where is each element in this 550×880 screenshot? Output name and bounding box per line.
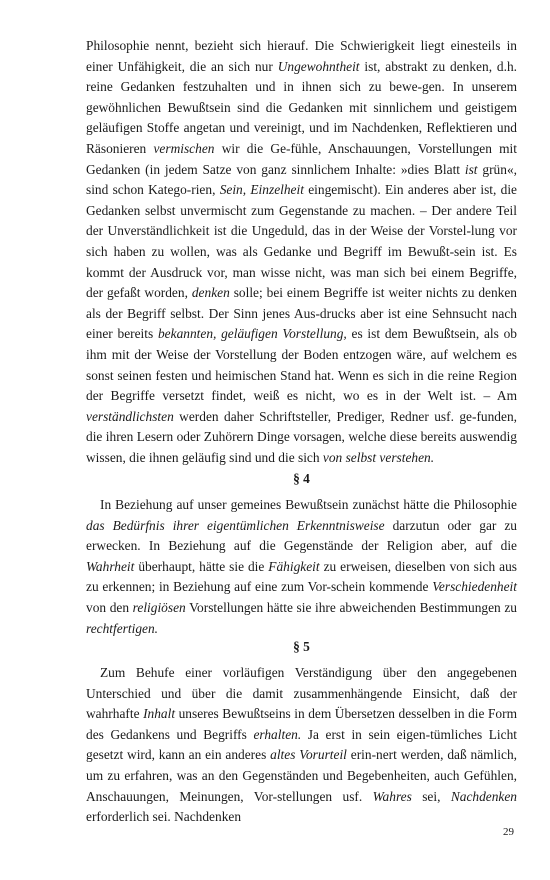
emphasized-phrase: Fähigkeit (268, 558, 320, 574)
emphasized-phrase: Sein, Einzelheit (219, 182, 304, 198)
text-run: zu erweisen, dieselben von sich aus zu erkennen; in Beziehung auf eine zum Vor-schein kommende (86, 558, 517, 595)
emphasized-phrase: ist (464, 161, 478, 177)
text-run: von den (86, 599, 133, 615)
emphasized-phrase: denken (191, 285, 230, 301)
text-run: grün«, sind schon Katego-rien, (86, 161, 517, 198)
text-run: eingemischt). Ein anderes aber ist, die Gedanken selbst unvermischt zum Gegenstande zu machen. – Der andere Teil der Unverständlichkeit ist die Ungeduld, das in der Weise der Vorstel-lung vor sich haben zu wollen, was als Gedanke und Begriff im Bewußt-sein ist. Es kommt der Ausdruck vor, man wisse nicht, was man sich bei einem Begriffe, der gefaßt worden, (86, 182, 517, 301)
section-heading-4: § 4 (293, 471, 310, 486)
emphasized-phrase: Wahres (372, 788, 412, 804)
section-5-body (86, 663, 517, 828)
text-run: sei, (411, 788, 451, 804)
body-paragraph (86, 495, 517, 639)
section-heading-5: § 5 (293, 639, 310, 654)
text-run: unseres Bewußtseins in dem Übersetzen desselben in die Form des Gedankens und Begriffs (86, 706, 517, 742)
text-run: Ja erst in sein eigen-tümliches Licht gesetzt wird, kann an ein anderes (86, 726, 518, 763)
emphasized-phrase: verständlichsten (86, 408, 174, 424)
emphasized-phrase: Inhalt (143, 706, 176, 722)
emphasized-phrase: Verschiedenheit (432, 579, 517, 595)
body-paragraph (86, 36, 517, 468)
emphasized-phrase: das Bedürfnis ihrer eigentümlichen Erkenntnisweise (86, 517, 385, 533)
paragraph-continuation (86, 36, 517, 468)
text-run: Zum Behufe einer vorläufigen Verständigung über den angegebenen Unterschied und über die damit zusammenhängende Einsicht, daß der wahrhafte (86, 665, 517, 722)
text-run: erforderlich sei. Nachdenken (86, 809, 242, 825)
text-run: ist, abstrakt zu denken, d.h. reine Gedanken festzuhalten und in ihnen sich zu bewe-gen. In unserem gewöhnlichen Bewußtsein sind die Gedanken mit sinnlichem und geistigem geläufigen Stoffe angetan und vereinigt, und im Nachdenken, Reflektieren und Räsonieren (86, 58, 517, 156)
emphasized-phrase: Nachdenken (450, 788, 517, 804)
emphasized-phrase: erhalten. (253, 726, 302, 742)
emphasized-phrase: altes Vorurteil (270, 747, 347, 763)
emphasized-phrase: bekannten, geläufigen Vorstellung, (157, 326, 347, 342)
emphasized-phrase: religiösen (132, 599, 186, 615)
text-run: Vorstellungen hätte sie ihre abweichenden Bestimmungen zu (185, 599, 517, 615)
text-run: wir die Ge-fühle, Anschauungen, Vorstellungen mit Gedanken (in jedem Satze von ganz sinnlichem Inhalte: »dies Blatt (86, 140, 517, 177)
emphasized-phrase: vermischen (153, 140, 215, 156)
emphasized-phrase: von selbst verstehen. (322, 449, 435, 465)
body-paragraph (86, 663, 517, 828)
emphasized-phrase: Ungewohntheit (277, 58, 360, 74)
text-run: es ist dem Bewußtsein, als ob ihm mit der Weise der Vorstellung der Boden entzogen wäre, auf welchem es sonst seinen festen und heimischen Stand hat. Wenn es sich in die reine Region der Begriffe versetzt findet, weiß es nicht, wo es in der Welt ist. – Am (86, 326, 517, 404)
text-run: überhaupt, hätte sie die (134, 558, 269, 574)
text-run: In Beziehung auf unser gemeines Bewußtsein zunächst hätte die Philosophie (100, 497, 517, 512)
text-run: erin-nert werden, daß nämlich, um zu erfahren, was an den Gegenständen und Begebenheiten, auch Gefühlen, Anschauungen, Meinungen, Vor-stellungen usf. (86, 747, 518, 804)
text-run: darzutun oder gar zu erwecken. In Beziehung auf die Gegenstände der Religion aber, auf die (86, 517, 517, 554)
text-run: Philosophie nennt, bezieht sich hierauf. Die Schwierigkeit liegt einesteils in einer Unfähigkeit, die an sich nur (86, 38, 517, 74)
emphasized-phrase: Wahrheit (86, 558, 135, 574)
emphasized-phrase: rechtfertigen. (86, 620, 159, 636)
page-number: 29 (503, 826, 514, 838)
text-run: solle; bei einem Begriffe ist weiter nichts zu denken als der Begriff selbst. Der Sinn jenes Aus-drucks aber ist eine Sehnsucht nach einer bereits (86, 285, 517, 342)
section-4-body (86, 495, 517, 639)
text-run: werden daher Schriftsteller, Prediger, Redner usf. ge-funden, die ihren Lesern oder Zuhörern Dinge vorsagen, welche diese bereits auswendig wissen, die ihnen geläufig sind und die sich (86, 408, 517, 465)
